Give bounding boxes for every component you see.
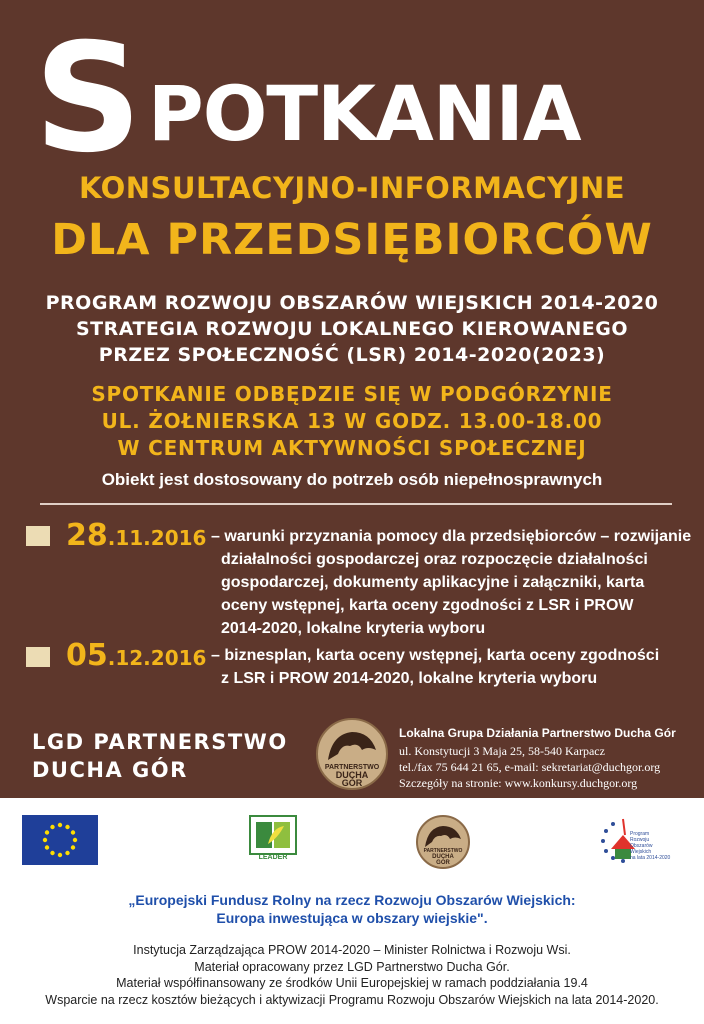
- divider-line: [40, 503, 672, 505]
- session-2-line: z LSR i PROW 2014-2020, lokalne kryteria wyboru: [221, 670, 598, 687]
- logo-text-line-1: PARTNERSTWO: [324, 764, 380, 771]
- session-1-date: [66, 518, 206, 553]
- leader-label: LEADER: [258, 854, 288, 861]
- prow-text: [630, 831, 670, 861]
- fund-quote-line-1: „Europejski Fundusz Rolny na rzecz Rozwoju Obszarów Wiejskich:: [128, 892, 576, 908]
- eu-flag-icon: [22, 815, 98, 865]
- accessibility-note: Obiekt jest dostosowany do potrzeb osób niepełnosprawnych: [101, 470, 603, 489]
- meeting-info: [0, 381, 704, 462]
- subtitle-line-2: DLA PRZEDSIĘBIORCÓW: [51, 215, 653, 265]
- logo-text-line-2: DUCHA: [335, 770, 369, 780]
- title-initial-letter: S: [34, 12, 139, 186]
- session-2-day: 05: [66, 638, 108, 673]
- prow-text-line: Wiejskich: [630, 849, 652, 855]
- organizer-name-line-1: LGD PARTNERSTWO: [32, 730, 288, 754]
- prow-text-line: Obszarów: [630, 843, 653, 849]
- session-2-line: – biznesplan, karta oceny wstępnej, karta oceny zgodności: [211, 647, 660, 664]
- title-word: POTKANIA: [148, 69, 581, 158]
- contact-address: ul. Konstytucji 3 Maja 25, 58-540 Karpacz: [399, 744, 605, 758]
- program-line-3: PRZEZ SPOŁECZNOŚĆ (LSR) 2014-2020(2023): [98, 344, 606, 366]
- footer-line-3: Materiał współfinansowany ze środków Unii Europejskiej w ramach poddziałania 19.4: [116, 976, 588, 990]
- footer-line-2: Materiał opracowany przez LGD Partnerstwo Ducha Gór.: [194, 959, 510, 974]
- partnerstwo-logo: [316, 718, 388, 790]
- program-line-2: STRATEGIA ROZWOJU LOKALNEGO KIEROWANEGO: [75, 318, 629, 340]
- contact-heading: Lokalna Grupa Działania Partnerstwo Ducha Gór: [399, 726, 676, 740]
- eu-stars-icon: [22, 815, 98, 865]
- session-1-line: działalności gospodarczej oraz rozpoczęcie działalności: [221, 551, 648, 568]
- fund-quote-line-2: Europa inwestująca w obszary wiejskie".: [216, 910, 488, 926]
- organizer-contact: [399, 725, 676, 791]
- leader-logo: [248, 814, 298, 866]
- prow-text-line: na lata 2014-2020: [630, 855, 671, 861]
- subtitle-line-1: KONSULTACYJNO-INFORMACYJNE: [78, 171, 626, 205]
- logo-text-line-3: GÓR: [341, 778, 363, 788]
- small-logo-text-line-1: PARTNERSTWO: [423, 848, 463, 854]
- fund-quote: [0, 891, 704, 927]
- footer-line-4: Wsparcie na rzecz kosztów bieżących i aktywizacji Programu Rozwoju Obszarów Wiejskich na lata 2014-2020.: [45, 992, 659, 1007]
- footer-notes: [0, 942, 704, 1008]
- meeting-line-2: UL. ŻOŁNIERSKA 13 W GODZ. 13.00-18.00: [101, 409, 603, 433]
- session-2-date: [66, 638, 206, 673]
- small-logo-text-line-3: GÓR: [436, 860, 450, 866]
- meeting-line-1: SPOTKANIE ODBĘDZIE SIĘ W PODGÓRZYNIE: [91, 382, 613, 406]
- session-1-bullet: [26, 526, 50, 546]
- session-1-description: [211, 525, 691, 640]
- session-1-line: oceny wstępnej, karta oceny zgodności z LSR i PROW: [221, 597, 634, 614]
- session-1-month-year: .11.2016: [107, 526, 207, 550]
- session-1-line: gospodarczej, dokumenty aplikacyjne i załączniki, karta: [221, 574, 645, 591]
- session-1-day: 28: [66, 518, 108, 553]
- session-1-line: – warunki przyznania pomocy dla przedsiębiorców – rozwijanie: [211, 528, 692, 545]
- partnerstwo-logo-small: [416, 815, 470, 869]
- small-logo-text-line-2: DUCHA: [432, 854, 454, 860]
- prow-text-line: Rozwoju: [630, 837, 650, 843]
- program-line-1: PROGRAM ROZWOJU OBSZARÓW WIEJSKICH 2014-2020: [45, 292, 659, 314]
- organizer-name: [32, 728, 288, 784]
- session-2-bullet: [26, 647, 50, 667]
- prow-text-line: Program: [630, 831, 650, 837]
- session-2-description: [211, 644, 659, 690]
- meeting-line-3: W CENTRUM AKTYWNOŚCI SPOŁECZNEJ: [117, 436, 587, 460]
- organizer-name-line-2: DUCHA GÓR: [32, 758, 188, 782]
- contact-phone-email: tel./fax 75 644 21 65, e-mail: sekretariat@duchgor.org: [399, 760, 661, 774]
- program-info: [0, 290, 704, 368]
- contact-website: Szczegóły na stronie: www.konkursy.duchgor.org: [399, 776, 638, 790]
- session-2-month-year: .12.2016: [107, 646, 207, 670]
- session-1-line: 2014-2020, lokalne kryteria wyboru: [221, 620, 486, 637]
- footer-line-1: Instytucja Zarządzająca PROW 2014-2020 – Minister Rolnictwa i Rozwoju Wsi.: [133, 943, 571, 957]
